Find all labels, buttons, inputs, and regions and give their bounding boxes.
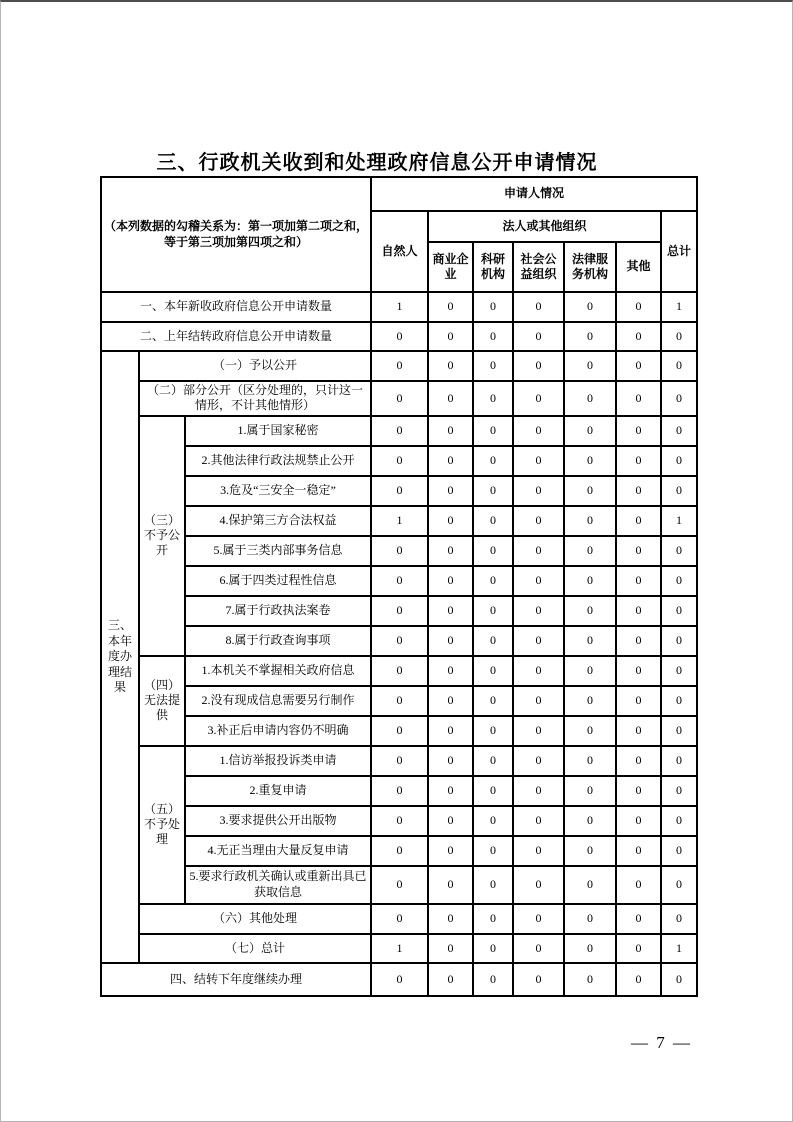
row-label: 一、本年新收政府信息公开申请数量 xyxy=(101,292,371,322)
data-cell: 0 xyxy=(513,381,564,416)
data-cell: 0 xyxy=(371,904,428,934)
data-cell: 0 xyxy=(564,686,616,716)
data-cell: 0 xyxy=(564,904,616,934)
row-label: 3.危及“三安全一稳定” xyxy=(185,476,371,506)
table-row xyxy=(101,963,697,996)
page-title: 三、行政机关收到和处理政府信息公开申请情况 xyxy=(156,152,598,174)
data-cell: 0 xyxy=(564,381,616,416)
data-cell: 1 xyxy=(371,934,428,963)
data-cell: 0 xyxy=(661,446,697,476)
data-cell: 0 xyxy=(513,836,564,866)
data-cell: 0 xyxy=(371,746,428,776)
row-label: 2.其他法律行政法规禁止公开 xyxy=(185,446,371,476)
header-total: 总计 xyxy=(661,211,697,292)
data-cell: 0 xyxy=(564,836,616,866)
data-cell: 0 xyxy=(661,716,697,746)
data-cell: 0 xyxy=(428,746,473,776)
table-header-row xyxy=(101,177,697,211)
data-cell: 0 xyxy=(661,963,697,996)
data-cell: 0 xyxy=(513,904,564,934)
data-cell: 0 xyxy=(661,351,697,381)
data-cell: 0 xyxy=(513,416,564,446)
data-cell: 0 xyxy=(616,596,661,626)
group-label-not-processed: （五）不予处理 xyxy=(139,746,185,904)
data-cell: 0 xyxy=(473,322,513,351)
data-cell: 0 xyxy=(564,716,616,746)
data-cell: 0 xyxy=(564,963,616,996)
data-cell: 0 xyxy=(473,746,513,776)
data-cell: 0 xyxy=(371,806,428,836)
data-cell: 0 xyxy=(428,476,473,506)
data-cell: 0 xyxy=(564,446,616,476)
data-cell: 0 xyxy=(661,806,697,836)
table-row xyxy=(101,806,697,836)
page-number: — 7 — xyxy=(631,1033,692,1052)
data-cell: 0 xyxy=(371,626,428,656)
data-cell: 0 xyxy=(371,963,428,996)
data-cell: 0 xyxy=(428,776,473,806)
row-label: （二）部分公开（区分处理的，只计这一情形，不计其他情形） xyxy=(139,381,371,416)
data-cell: 0 xyxy=(371,776,428,806)
data-cell: 0 xyxy=(428,446,473,476)
data-cell: 0 xyxy=(473,292,513,322)
data-cell: 1 xyxy=(371,506,428,536)
data-cell: 0 xyxy=(564,351,616,381)
data-cell: 0 xyxy=(564,292,616,322)
header-other: 其他 xyxy=(616,242,661,292)
row-label: 2.没有现成信息需要另行制作 xyxy=(185,686,371,716)
table-row xyxy=(101,656,697,686)
table-row xyxy=(101,746,697,776)
table-row xyxy=(101,292,697,322)
data-cell: 0 xyxy=(616,746,661,776)
data-cell: 0 xyxy=(616,416,661,446)
data-cell: 0 xyxy=(428,322,473,351)
row-label: （七）总计 xyxy=(139,934,371,963)
data-cell: 0 xyxy=(513,746,564,776)
data-cell: 0 xyxy=(428,416,473,446)
data-cell: 0 xyxy=(616,476,661,506)
row-label: 1.本机关不掌握相关政府信息 xyxy=(185,656,371,686)
data-cell: 0 xyxy=(513,626,564,656)
table-row xyxy=(101,351,697,381)
table-row xyxy=(101,536,697,566)
data-cell: 0 xyxy=(428,656,473,686)
data-cell: 0 xyxy=(616,506,661,536)
data-cell: 0 xyxy=(661,626,697,656)
data-cell: 0 xyxy=(513,596,564,626)
row-label: 2.重复申请 xyxy=(185,776,371,806)
data-cell: 0 xyxy=(473,351,513,381)
data-cell: 0 xyxy=(564,566,616,596)
header-research-institution: 科研机构 xyxy=(473,242,513,292)
row-label: （一）予以公开 xyxy=(139,351,371,381)
data-cell: 0 xyxy=(616,322,661,351)
data-cell: 0 xyxy=(473,806,513,836)
data-cell: 0 xyxy=(428,506,473,536)
data-cell: 0 xyxy=(513,776,564,806)
data-cell: 0 xyxy=(513,934,564,963)
section-label-annual-results: 三、本年度办理结果 xyxy=(101,351,139,963)
data-cell: 0 xyxy=(371,536,428,566)
data-cell: 0 xyxy=(513,292,564,322)
data-cell: 0 xyxy=(473,836,513,866)
data-cell: 0 xyxy=(428,626,473,656)
data-cell: 0 xyxy=(473,446,513,476)
data-cell: 0 xyxy=(371,351,428,381)
data-cell: 0 xyxy=(564,776,616,806)
data-cell: 0 xyxy=(616,776,661,806)
row-label: 4.保护第三方合法权益 xyxy=(185,506,371,536)
data-cell: 0 xyxy=(564,806,616,836)
header-applicant-info: 申请人情况 xyxy=(371,177,697,211)
data-cell: 0 xyxy=(564,934,616,963)
group-label-not-disclosed: （三）不予公开 xyxy=(139,416,185,656)
data-cell: 0 xyxy=(564,866,616,904)
data-cell: 0 xyxy=(661,686,697,716)
table-row xyxy=(101,776,697,806)
data-cell: 0 xyxy=(428,866,473,904)
data-cell: 0 xyxy=(513,566,564,596)
data-cell: 0 xyxy=(428,381,473,416)
data-cell: 0 xyxy=(616,934,661,963)
data-cell: 0 xyxy=(661,536,697,566)
row-label: 二、上年结转政府信息公开申请数量 xyxy=(101,322,371,351)
data-cell: 0 xyxy=(371,381,428,416)
data-cell: 0 xyxy=(371,446,428,476)
row-label: 5.要求行政机关确认或重新出具已获取信息 xyxy=(185,866,371,904)
data-cell: 0 xyxy=(473,716,513,746)
data-cell: 0 xyxy=(616,351,661,381)
row-label: 1.信访举报投诉类申请 xyxy=(185,746,371,776)
data-cell: 0 xyxy=(513,506,564,536)
header-commercial-enterprise: 商业企业 xyxy=(428,242,473,292)
header-legal-service-org: 法律服务机构 xyxy=(564,242,616,292)
data-cell: 0 xyxy=(428,536,473,566)
data-cell: 0 xyxy=(616,292,661,322)
data-cell: 0 xyxy=(616,626,661,656)
data-cell: 0 xyxy=(661,746,697,776)
row-label: 四、结转下年度继续办理 xyxy=(101,963,371,996)
table-row xyxy=(101,686,697,716)
data-cell: 0 xyxy=(371,866,428,904)
data-cell: 0 xyxy=(564,746,616,776)
data-cell: 0 xyxy=(513,656,564,686)
data-cell: 1 xyxy=(661,934,697,963)
row-label: 6.属于四类过程性信息 xyxy=(185,566,371,596)
report-table xyxy=(100,176,698,997)
data-cell: 0 xyxy=(473,381,513,416)
row-label: 7.属于行政执法案卷 xyxy=(185,596,371,626)
table-row xyxy=(101,934,697,963)
table-row xyxy=(101,566,697,596)
data-cell: 0 xyxy=(473,934,513,963)
data-cell: 0 xyxy=(564,656,616,686)
table-row xyxy=(101,596,697,626)
table-row xyxy=(101,904,697,934)
data-cell: 0 xyxy=(513,963,564,996)
data-cell: 0 xyxy=(371,686,428,716)
table-row xyxy=(101,476,697,506)
table-row xyxy=(101,836,697,866)
data-cell: 0 xyxy=(473,566,513,596)
row-label: 4.无正当理由大量反复申请 xyxy=(185,836,371,866)
table-row xyxy=(101,416,697,446)
data-cell: 0 xyxy=(513,806,564,836)
data-cell: 0 xyxy=(616,656,661,686)
data-cell: 0 xyxy=(473,904,513,934)
data-cell: 0 xyxy=(564,626,616,656)
data-cell: 0 xyxy=(428,686,473,716)
data-cell: 0 xyxy=(513,536,564,566)
data-cell: 0 xyxy=(473,536,513,566)
data-cell: 0 xyxy=(513,322,564,351)
row-label: 8.属于行政查询事项 xyxy=(185,626,371,656)
data-cell: 0 xyxy=(473,626,513,656)
data-cell: 0 xyxy=(661,904,697,934)
header-legal-or-other-org: 法人或其他组织 xyxy=(428,211,661,242)
data-cell: 0 xyxy=(616,446,661,476)
data-cell: 0 xyxy=(428,596,473,626)
row-label: 3.要求提供公开出版物 xyxy=(185,806,371,836)
row-label: （六）其他处理 xyxy=(139,904,371,934)
data-cell: 0 xyxy=(371,836,428,866)
data-cell: 0 xyxy=(473,963,513,996)
data-cell: 0 xyxy=(513,686,564,716)
data-cell: 0 xyxy=(564,596,616,626)
data-cell: 0 xyxy=(616,716,661,746)
data-cell: 0 xyxy=(513,716,564,746)
data-cell: 0 xyxy=(513,866,564,904)
data-cell: 0 xyxy=(564,416,616,446)
data-cell: 0 xyxy=(661,776,697,806)
data-cell: 0 xyxy=(371,596,428,626)
header-public-welfare-org: 社会公益组织 xyxy=(513,242,564,292)
data-cell: 0 xyxy=(371,476,428,506)
row-label: 5.属于三类内部事务信息 xyxy=(185,536,371,566)
data-cell: 0 xyxy=(661,566,697,596)
data-cell: 0 xyxy=(473,476,513,506)
data-cell: 0 xyxy=(513,351,564,381)
data-cell: 0 xyxy=(473,506,513,536)
data-cell: 0 xyxy=(661,836,697,866)
data-cell: 0 xyxy=(428,963,473,996)
data-cell: 0 xyxy=(428,904,473,934)
data-cell: 0 xyxy=(616,836,661,866)
data-cell: 1 xyxy=(371,292,428,322)
stub-note: （本列数据的勾稽关系为：第一项加第二项之和，等于第三项加第四项之和） xyxy=(101,177,371,292)
data-cell: 0 xyxy=(616,806,661,836)
data-cell: 0 xyxy=(661,866,697,904)
data-cell: 0 xyxy=(661,416,697,446)
data-cell: 0 xyxy=(371,656,428,686)
data-cell: 0 xyxy=(661,381,697,416)
data-cell: 0 xyxy=(473,866,513,904)
table-row xyxy=(101,322,697,351)
table-row xyxy=(101,381,697,416)
data-cell: 0 xyxy=(371,566,428,596)
data-cell: 0 xyxy=(616,866,661,904)
data-cell: 1 xyxy=(661,292,697,322)
data-cell: 0 xyxy=(661,596,697,626)
data-cell: 0 xyxy=(473,596,513,626)
data-cell: 0 xyxy=(661,656,697,686)
table-row xyxy=(101,506,697,536)
data-cell: 0 xyxy=(473,656,513,686)
data-cell: 0 xyxy=(371,322,428,351)
data-cell: 0 xyxy=(371,716,428,746)
data-cell: 0 xyxy=(473,416,513,446)
header-natural-person: 自然人 xyxy=(371,211,428,292)
data-cell: 1 xyxy=(661,506,697,536)
data-cell: 0 xyxy=(428,806,473,836)
data-cell: 0 xyxy=(616,963,661,996)
data-cell: 0 xyxy=(616,686,661,716)
row-label: 1.属于国家秘密 xyxy=(185,416,371,446)
data-cell: 0 xyxy=(371,416,428,446)
data-cell: 0 xyxy=(513,446,564,476)
data-cell: 0 xyxy=(616,566,661,596)
data-cell: 0 xyxy=(564,506,616,536)
data-cell: 0 xyxy=(616,381,661,416)
table-row xyxy=(101,866,697,904)
data-cell: 0 xyxy=(428,934,473,963)
data-cell: 0 xyxy=(564,536,616,566)
data-cell: 0 xyxy=(428,351,473,381)
group-label-unable-to-provide: （四）无法提供 xyxy=(139,656,185,746)
data-cell: 0 xyxy=(473,686,513,716)
data-cell: 0 xyxy=(428,292,473,322)
data-cell: 0 xyxy=(428,566,473,596)
data-cell: 0 xyxy=(564,322,616,351)
data-cell: 0 xyxy=(428,716,473,746)
data-cell: 0 xyxy=(616,904,661,934)
data-cell: 0 xyxy=(473,776,513,806)
table-row xyxy=(101,446,697,476)
data-cell: 0 xyxy=(661,322,697,351)
data-cell: 0 xyxy=(513,476,564,506)
table-row xyxy=(101,716,697,746)
data-cell: 0 xyxy=(661,476,697,506)
data-cell: 0 xyxy=(616,536,661,566)
data-cell: 0 xyxy=(428,836,473,866)
table-row xyxy=(101,626,697,656)
row-label: 3.补正后申请内容仍不明确 xyxy=(185,716,371,746)
data-cell: 0 xyxy=(564,476,616,506)
